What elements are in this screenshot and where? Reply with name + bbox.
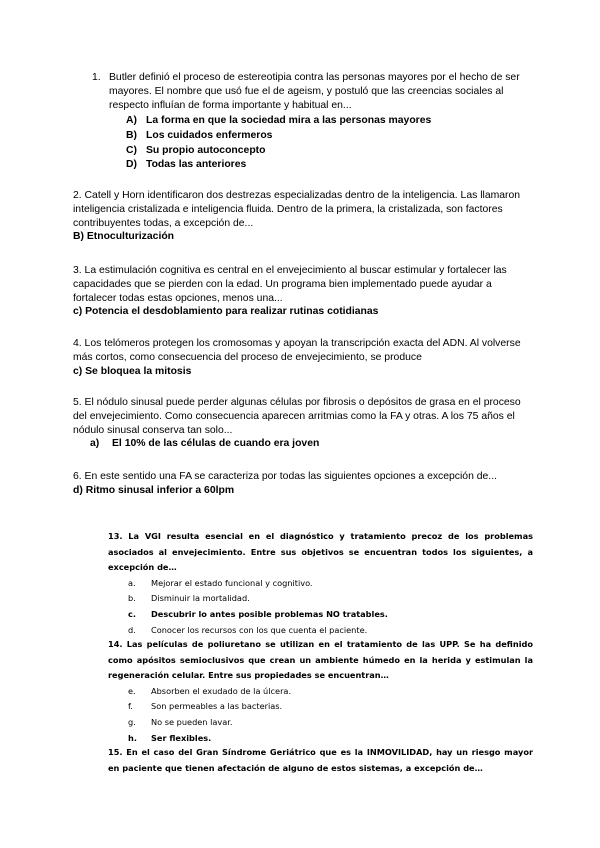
question-text: 3. La estimulación cognitiva es central en el envejecimiento al buscar estimular y fortalecer las capacidades que se pierden con la edad. Un programa bien implementado puede ayudar a fortalecer todas estas opciones, menos una... [73,265,507,304]
question-5 [73,396,535,451]
question-1 [92,71,522,173]
answer: c) Potencia el desdoblamiento para realizar rutinas cotidianas [73,306,379,318]
question-6 [73,470,535,498]
question-14 [108,637,533,746]
option-a: A) La forma en que la sociedad mira a las personas mayores [126,115,432,127]
question-15 [108,745,533,776]
option-b: b. Disminuir la mortalidad. [128,593,250,604]
option-g: g. No se pueden lavar. [128,716,233,727]
answer: a) El 10% de las células de cuando era joven [90,438,320,450]
question-number: 1. [92,72,101,83]
option-e: e. Absorben el exudado de la úlcera. [128,685,292,696]
option-b: B) Los cuidados enfermeros [126,129,273,141]
question-stem: 14. Las películas de poliuretano se utilizan en el tratamiento de las UPP. Se ha definido como apósitos semioclusivos que crean un ambiente húmedo en la herida y estimulan la regeneración celular. Entre sus propiedades se encuentran… [108,639,533,681]
question-stem: 13. La VGI resulta esencial en el diagnóstico y tratamiento precoz de los problemas asociados al envejecimiento. Entre sus objetivos se encuentran todos los siguientes, a excepción de… [108,531,533,573]
question-13 [108,529,533,638]
question-text: Butler definió el proceso de estereotipia contra las personas mayores por el hecho de ser mayores. El nombre que usó fue el de ageism, y postuló que las creencias sociales al respecto influían de forma importante y habitual en... [109,72,520,111]
answer: B) Etnoculturización [73,231,175,243]
option-c: C) Su propio autoconcepto [126,144,266,156]
option-d: d. Conocer los recursos con los que cuenta el paciente. [128,624,368,635]
question-text: 5. El nódulo sinusal puede perder algunas células por fibrosis o depósitos de grasa en el proceso del envejecimiento. Como consecuencia aparecen arritmias como la FA y otras. A los 75 años el nódulo sinusal conserva tan solo... [73,397,521,436]
question-text: 4. Los telómeros protegen los cromosomas y apoyan la transcripción exacta del ADN. Al volverse más cortos, como consecuencia del proceso de envejecimiento, se produce [73,338,521,363]
answer: d) Ritmo sinusal inferior a 60lpm [73,484,235,496]
question-text: 2. Catell y Horn identificaron dos destrezas especializadas dentro de la inteligencia. Las llamaron inteligencia cristalizada e inteligencia fluida. Dentro de la primera, la cristalizada, son factores contribuyentes todas, a excepción de... [73,190,521,229]
option-d: D) Todas las anteriores [126,159,247,171]
options-list [126,114,522,172]
question-stem: 15. En el caso del Gran Síndrome Geriátrico que es la INMOVILIDAD, hay un riesgo mayor en paciente que tienen afectación de alguno de estos sistemas, a excepción de… [108,747,533,773]
options-list [108,576,533,638]
option-h: h. Ser flexibles. [128,732,212,743]
option-f: f. Son permeables a las bacterias. [128,701,283,712]
question-4 [73,337,535,378]
answer: c) Se bloquea la mitosis [73,365,192,377]
question-text: 6. En este sentido una FA se caracteriza por todas las siguientes opciones a excepción de... [73,471,497,482]
question-3 [73,264,535,319]
option-a: a. Mejorar el estado funcional y cognitivo. [128,577,313,588]
question-2 [73,189,535,244]
option-c: c. Descubrir lo antes posible problemas NO tratables. [128,608,388,619]
options-list [108,684,533,746]
